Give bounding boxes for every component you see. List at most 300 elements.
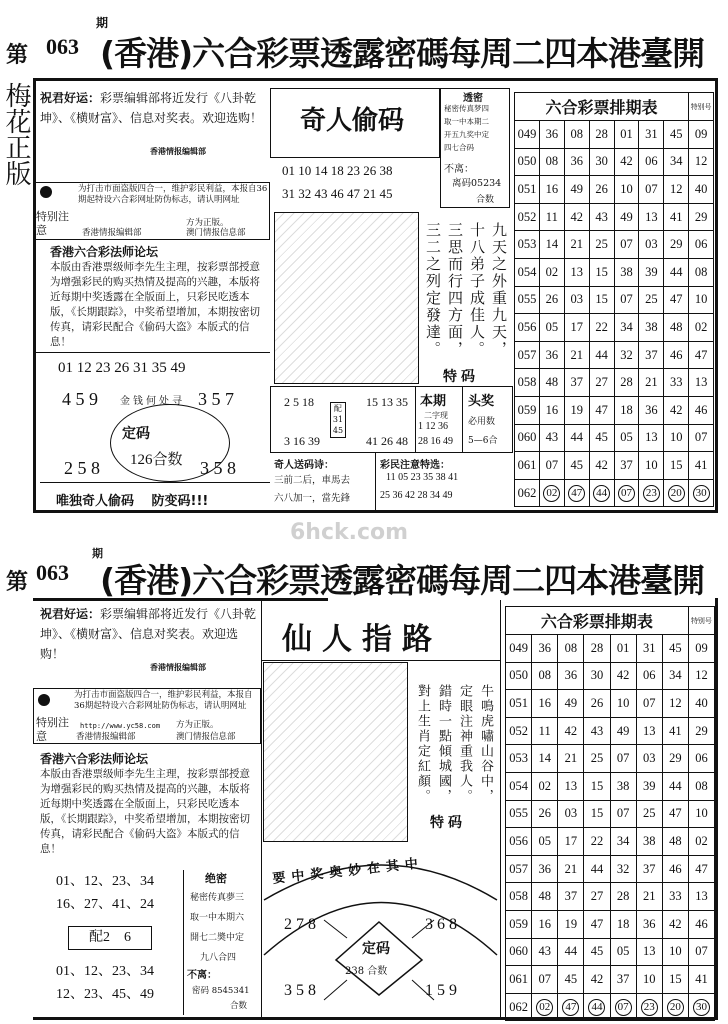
divider — [33, 598, 328, 601]
toujiang-sub: 必用数 — [468, 417, 496, 427]
mid-title-2: 仙人指路 — [282, 622, 442, 657]
table-row — [515, 424, 714, 452]
number-cell: 45 — [589, 424, 614, 452]
number-cell: 15 — [589, 258, 614, 286]
issue-suffix-2: 期 — [92, 547, 103, 560]
greeting-title: 祝君好运： — [40, 607, 101, 621]
number-cell: 25 — [584, 745, 610, 773]
number-cell: 45 — [558, 966, 584, 994]
notice-body-2: 为打击市面盗版四合一，维护彩民利益，本报自36期起特设六合彩网址防伪标志，请认明网址 — [74, 690, 253, 711]
table-header-row — [506, 607, 715, 635]
forum-body-2: 本版由香港票级师李先生主理，按彩票部授意为增强彩民的购买热情及提高的兴趣，本版将近每期中奖透露在全版面上，只彩民吃透本版，《长期跟踪》，中奖希望增加，本期按密切传真，请彩民配合《偷码大盗》本版式的信息！ — [40, 768, 250, 855]
number-cell: 06 — [689, 231, 714, 259]
forum-title-2: 香港六合彩法师论坛 — [40, 752, 149, 766]
ball-cell — [558, 993, 584, 1021]
number-cell: 21 — [564, 341, 589, 369]
juemi-lines — [190, 888, 244, 968]
table-row-latest — [515, 479, 714, 507]
notice-org2-2: 澳门情报信息部 — [176, 732, 236, 742]
table-title: 六合彩票排期表 — [506, 607, 689, 635]
number-cell: 43 — [539, 424, 564, 452]
number-cell: 21 — [564, 231, 589, 259]
ball-cell — [636, 993, 662, 1021]
toumi-line: 开五九奖中定 — [444, 130, 489, 139]
ball-cell — [639, 479, 664, 507]
number-cell: 10 — [689, 286, 714, 314]
issue-cell: 054 — [515, 258, 540, 286]
juemi-he: 合数 — [230, 1001, 248, 1011]
number-ball: 44 — [588, 999, 605, 1016]
number-ball: 30 — [693, 999, 710, 1016]
illustration-sage — [274, 212, 419, 384]
benqi-title: 本期 — [420, 394, 447, 409]
number-cell: 38 — [614, 258, 639, 286]
shi-l1: 三前二后，車馬去 — [274, 475, 351, 486]
top-numbers: 01 12 23 26 31 35 49 — [58, 360, 186, 376]
number-cell: 29 — [664, 231, 689, 259]
number-cell: 15 — [584, 800, 610, 828]
forum-title: 香港六合彩法师论坛 — [50, 245, 159, 259]
ball-cell — [564, 479, 589, 507]
number-cell: 39 — [636, 772, 662, 800]
number-cell: 19 — [564, 396, 589, 424]
notice-suffix: 方为正版。 — [186, 218, 229, 228]
issue-cell: 052 — [506, 717, 532, 745]
number-cell: 10 — [610, 690, 636, 718]
number-cell: 15 — [589, 286, 614, 314]
divider — [261, 660, 501, 661]
number-cell: 07 — [539, 452, 564, 480]
number-cell: 26 — [584, 690, 610, 718]
number-cell: 42 — [589, 452, 614, 480]
number-ball: 02 — [536, 999, 553, 1016]
number-cell: 09 — [688, 635, 714, 663]
greeting — [40, 88, 268, 128]
illustration-rider — [263, 662, 408, 842]
number-cell: 21 — [636, 883, 662, 911]
table-row — [515, 176, 714, 204]
number-cell: 08 — [688, 772, 714, 800]
number-cell: 13 — [689, 369, 714, 397]
number-cell: 45 — [564, 452, 589, 480]
benqi-sub: 二字现 — [424, 411, 448, 420]
table-header-row — [515, 93, 714, 121]
divider — [462, 386, 463, 453]
number-cell: 49 — [610, 717, 636, 745]
number-cell: 17 — [564, 314, 589, 342]
ball-cell — [610, 993, 636, 1021]
number-cell: 10 — [664, 424, 689, 452]
table-title: 六合彩票排期表 — [515, 93, 689, 121]
pei-right-top: 15 13 35 — [366, 395, 408, 409]
table-row — [515, 341, 714, 369]
table-row — [506, 662, 715, 690]
number-cell: 10 — [662, 938, 688, 966]
tx-l2: 25 36 42 28 34 49 — [380, 490, 453, 501]
table-row — [506, 717, 715, 745]
number-cell: 08 — [689, 258, 714, 286]
number-cell: 41 — [689, 452, 714, 480]
number-cell: 12 — [689, 148, 714, 176]
benqi-l1: 1 12 36 — [418, 421, 448, 432]
number-cell: 36 — [539, 121, 564, 149]
poem-line: 錯時一點傾城國， — [436, 684, 451, 804]
shi-title: 奇人送码诗： — [274, 460, 334, 471]
number-cell: 40 — [688, 690, 714, 718]
number-cell: 36 — [558, 662, 584, 690]
poem — [422, 222, 510, 362]
greeting-title: 祝君好运： — [40, 91, 101, 105]
issue-cell: 061 — [506, 966, 532, 994]
number-cell: 47 — [589, 396, 614, 424]
number-cell: 07 — [610, 745, 636, 773]
number-cell: 28 — [614, 369, 639, 397]
number-cell: 26 — [539, 286, 564, 314]
divider — [33, 352, 270, 353]
number-ball: 20 — [667, 999, 684, 1016]
number-cell: 29 — [688, 717, 714, 745]
number-cell: 38 — [636, 828, 662, 856]
issue-cell: 057 — [515, 341, 540, 369]
number-cell: 49 — [558, 690, 584, 718]
special-number-header: 特别号 — [688, 607, 714, 635]
number-cell: 03 — [564, 286, 589, 314]
number-cell: 01 — [610, 635, 636, 663]
num-line: 01、12、23、34 — [56, 964, 154, 979]
number-cell: 46 — [689, 396, 714, 424]
number-cell: 07 — [610, 800, 636, 828]
ball-cell — [688, 993, 714, 1021]
number-cell: 31 — [636, 635, 662, 663]
issue-cell: 060 — [515, 424, 540, 452]
notice-url: http://www.yc58.com — [80, 722, 161, 730]
divider — [500, 600, 501, 1018]
ball-cell — [532, 993, 558, 1021]
juemi-title: 绝密 — [205, 872, 227, 885]
poem-line: 三二之列定發達。 — [424, 222, 442, 358]
issue-cell: 053 — [506, 745, 532, 773]
issue-cell: 051 — [515, 176, 540, 204]
number-cell: 36 — [639, 396, 664, 424]
number-cell: 37 — [636, 855, 662, 883]
arrow — [324, 920, 347, 938]
number-cell: 42 — [584, 966, 610, 994]
schedule-table-top — [514, 92, 714, 507]
number-cell: 17 — [558, 828, 584, 856]
number-cell: 08 — [532, 662, 558, 690]
issue-cell: 050 — [515, 148, 540, 176]
table-row — [515, 121, 714, 149]
number-cell: 07 — [614, 231, 639, 259]
number-cell: 07 — [639, 176, 664, 204]
number-cell: 46 — [688, 910, 714, 938]
number-cell: 18 — [610, 910, 636, 938]
number-cell: 21 — [558, 855, 584, 883]
side-label: 梅花正版 — [1, 82, 31, 186]
number-ball: 23 — [641, 999, 658, 1016]
number-cell: 15 — [584, 772, 610, 800]
buli-he: 合数 — [476, 195, 495, 205]
number-cell: 22 — [584, 828, 610, 856]
number-cell: 31 — [639, 121, 664, 149]
issue-cell: 058 — [506, 883, 532, 911]
benqi-l2: 28 16 49 — [418, 436, 453, 447]
number-cell: 02 — [688, 828, 714, 856]
number-cell: 34 — [610, 828, 636, 856]
greeting-sign-2: 香港情报编辑部 — [150, 663, 206, 672]
number-cell: 42 — [610, 662, 636, 690]
number-cell: 37 — [558, 883, 584, 911]
table-row — [515, 231, 714, 259]
number-cell: 29 — [689, 203, 714, 231]
number-cell: 44 — [558, 938, 584, 966]
number-cell: 07 — [636, 690, 662, 718]
issue-cell: 060 — [506, 938, 532, 966]
number-cell: 38 — [610, 772, 636, 800]
ball-cell — [689, 479, 714, 507]
corner-br-2: 1 5 9 — [425, 982, 457, 999]
num-line: 16、27、41、24 — [56, 897, 154, 912]
number-cell: 13 — [636, 717, 662, 745]
number-cell: 47 — [688, 855, 714, 883]
number-cell: 05 — [539, 314, 564, 342]
table-row — [506, 910, 715, 938]
toumi-lines — [444, 102, 489, 154]
number-cell: 08 — [564, 121, 589, 149]
issue-cell: 057 — [506, 855, 532, 883]
number-cell: 47 — [689, 341, 714, 369]
issue-prefix: 第 — [6, 42, 29, 67]
corner-bl: 2 5 8 — [64, 458, 100, 478]
number-cell: 43 — [584, 717, 610, 745]
pei-box-2: 配2 6 — [68, 926, 152, 950]
number-cell: 48 — [539, 369, 564, 397]
issue-cell: 049 — [515, 121, 540, 149]
number-cell: 15 — [664, 452, 689, 480]
number-cell: 44 — [584, 855, 610, 883]
issue-cell: 061 — [515, 452, 540, 480]
issue-cell: 052 — [515, 203, 540, 231]
table-row — [515, 203, 714, 231]
divider — [415, 386, 416, 453]
number-cell: 06 — [636, 662, 662, 690]
slogan: 唯独奇人偷码 防变码!!! — [56, 494, 209, 509]
table-row — [515, 258, 714, 286]
number-cell: 47 — [584, 910, 610, 938]
number-cell: 44 — [664, 258, 689, 286]
issue-cell: 055 — [506, 800, 532, 828]
number-cell: 14 — [532, 745, 558, 773]
arc-text-2: 要中奖奥妙在其中 — [271, 856, 425, 887]
watermark: 6hck.com — [290, 520, 409, 545]
number-cell: 44 — [564, 424, 589, 452]
pei-box-line: 31 — [332, 415, 344, 424]
corner-tl-2: 2 7 8 — [284, 916, 316, 933]
number-cell: 03 — [558, 800, 584, 828]
number-cell: 10 — [688, 800, 714, 828]
notice-org2: 澳门情报信息部 — [186, 228, 246, 238]
table-row — [506, 690, 715, 718]
notice-label-2: 特别注意 — [36, 716, 69, 743]
number-cell: 27 — [589, 369, 614, 397]
notice-org1: 香港情报编辑部 — [82, 228, 142, 238]
shi-l2: 六八加一，當先鋒 — [274, 493, 351, 504]
number-cell: 13 — [636, 938, 662, 966]
table-row — [506, 966, 715, 994]
juemi-line: 開七二奬中定 — [190, 933, 245, 943]
number-cell: 42 — [564, 203, 589, 231]
number-cell: 03 — [639, 231, 664, 259]
number-cell: 27 — [584, 883, 610, 911]
number-cell: 36 — [636, 910, 662, 938]
number-cell: 07 — [532, 966, 558, 994]
poem-line: 定眼注神重我人。 — [457, 684, 472, 804]
number-cell: 12 — [688, 662, 714, 690]
number-cell: 26 — [532, 800, 558, 828]
juemi-line: 秘密传真夢三 — [190, 893, 245, 903]
ball-cell — [589, 479, 614, 507]
table-row — [506, 855, 715, 883]
table-row — [515, 396, 714, 424]
table-row — [515, 148, 714, 176]
number-ball: 02 — [543, 485, 560, 502]
number-cell: 05 — [532, 828, 558, 856]
number-cell: 36 — [564, 148, 589, 176]
number-cell: 16 — [532, 910, 558, 938]
issue-cell: 049 — [506, 635, 532, 663]
number-cell: 19 — [558, 910, 584, 938]
mid-title: 奇人偷码 — [300, 106, 405, 136]
pei-box — [330, 402, 346, 438]
number-cell: 10 — [614, 176, 639, 204]
table-row — [506, 772, 715, 800]
divider — [40, 482, 270, 483]
issue-cell: 054 — [506, 772, 532, 800]
number-cell: 34 — [662, 662, 688, 690]
notice-label: 特别注意 — [36, 210, 69, 237]
number-cell: 13 — [639, 203, 664, 231]
issue-cell: 050 — [506, 662, 532, 690]
number-cell: 13 — [688, 883, 714, 911]
number-cell: 32 — [614, 341, 639, 369]
number-ball: 07 — [618, 485, 635, 502]
ball-cell — [584, 993, 610, 1021]
notice-body: 为打击市面盗版四合一，维护彩民利益，本报自36期起特设六合彩网址防伪标志，请认明网址 — [78, 184, 268, 205]
number-cell: 08 — [558, 635, 584, 663]
bottom-numbers — [56, 870, 154, 1006]
number-ball: 47 — [568, 485, 585, 502]
number-cell: 48 — [662, 828, 688, 856]
corner-tr: 3 5 7 — [198, 389, 234, 409]
table-row — [515, 314, 714, 342]
issue-cell: 059 — [515, 396, 540, 424]
number-cell: 26 — [589, 176, 614, 204]
number-cell: 42 — [614, 148, 639, 176]
number-ball: 20 — [668, 485, 685, 502]
number-cell: 11 — [539, 203, 564, 231]
pei-box-line: 配 — [334, 404, 342, 413]
special-number-header: 特别号 — [689, 93, 714, 121]
number-cell: 07 — [614, 286, 639, 314]
ding-label-2: 定码 — [362, 941, 390, 957]
number-cell: 42 — [558, 717, 584, 745]
schedule-table-bottom — [505, 606, 715, 1021]
number-cell: 02 — [539, 258, 564, 286]
number-cell: 02 — [532, 772, 558, 800]
number-cell: 43 — [589, 203, 614, 231]
number-cell: 05 — [614, 424, 639, 452]
number-cell: 03 — [636, 745, 662, 773]
page-title: (香港)六合彩票透露密碼每周二四本港臺開 — [100, 34, 705, 73]
number-cell: 01 — [614, 121, 639, 149]
number-cell: 36 — [532, 855, 558, 883]
number-cell: 28 — [589, 121, 614, 149]
tx-l1: 11 05 23 35 38 41 — [386, 472, 459, 483]
table-row — [515, 369, 714, 397]
number-cell: 40 — [689, 176, 714, 204]
number-cell: 21 — [558, 745, 584, 773]
number-cell: 44 — [589, 341, 614, 369]
greeting-2 — [40, 604, 258, 664]
issue-cell: 053 — [515, 231, 540, 259]
number-cell: 05 — [610, 938, 636, 966]
number-cell: 41 — [664, 203, 689, 231]
number-cell: 07 — [689, 424, 714, 452]
poem-line: 九天之外重九天， — [490, 222, 508, 358]
notice-suffix-2: 方为正版。 — [176, 720, 219, 730]
number-cell: 37 — [614, 452, 639, 480]
number-cell: 30 — [584, 662, 610, 690]
number-cell: 25 — [589, 231, 614, 259]
number-cell: 06 — [688, 745, 714, 773]
poem-line: 對上生肖定紅顏。 — [415, 684, 430, 804]
number-cell: 02 — [689, 314, 714, 342]
divider — [183, 870, 184, 1015]
number-cell: 43 — [532, 938, 558, 966]
number-cell: 14 — [539, 231, 564, 259]
number-cell: 16 — [532, 690, 558, 718]
bomb-icon — [38, 694, 50, 706]
issue-cell: 059 — [506, 910, 532, 938]
num-line: 01、12、23、34 — [56, 874, 154, 889]
number-cell: 36 — [539, 341, 564, 369]
number-cell: 13 — [558, 772, 584, 800]
num-line: 12、23、45、49 — [56, 987, 154, 1002]
number-cell: 47 — [662, 800, 688, 828]
poem-line: 十八弟子成佳人。 — [468, 222, 486, 358]
number-cell: 15 — [662, 966, 688, 994]
number-cell: 25 — [639, 286, 664, 314]
greeting-body: 彩票编辑部将近发行《八卦乾坤》、《横财富》、信息对奖表。欢迎选购！ — [40, 607, 257, 661]
issue-cell: 056 — [506, 828, 532, 856]
number-cell: 22 — [589, 314, 614, 342]
page-title-2: (香港)六合彩票透露密碼每周二四本港臺開 — [100, 561, 705, 600]
number-cell: 45 — [662, 635, 688, 663]
number-cell: 36 — [532, 635, 558, 663]
pei-box-line: 45 — [332, 426, 344, 435]
number-cell: 11 — [532, 717, 558, 745]
number-cell: 13 — [564, 258, 589, 286]
table-row — [506, 938, 715, 966]
number-cell: 34 — [614, 314, 639, 342]
arc-text: 金钱何处寻 — [120, 396, 185, 407]
heshu-label: 126合数 — [130, 452, 183, 468]
notice-org1-2: 香港情报编辑部 — [76, 732, 136, 742]
ball-cell — [614, 479, 639, 507]
number-cell: 46 — [664, 341, 689, 369]
ball-cell — [662, 993, 688, 1021]
number-cell: 37 — [564, 369, 589, 397]
